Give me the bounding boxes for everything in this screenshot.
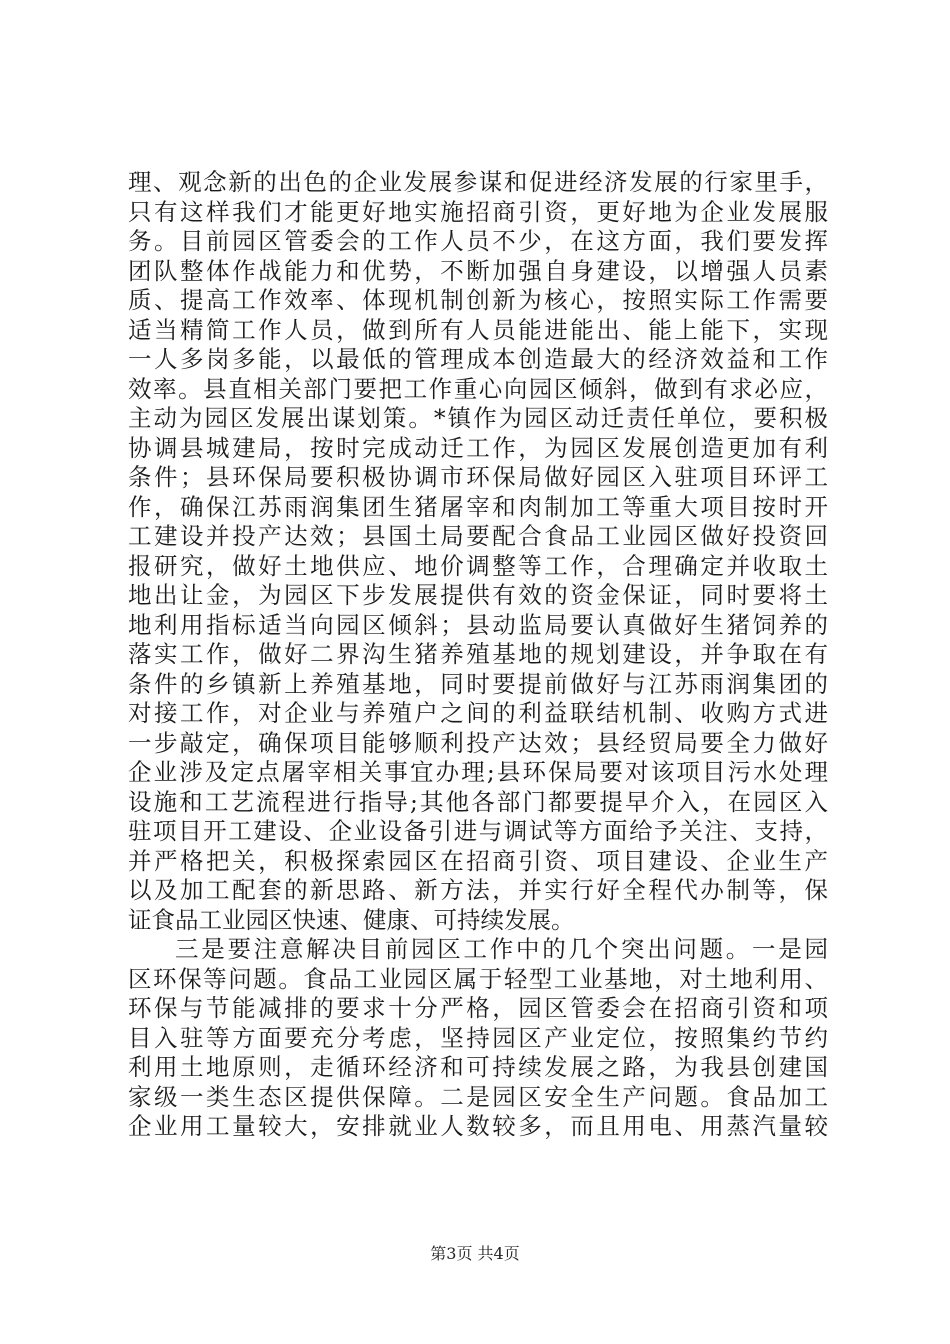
text-line: 并严格把关，积极探索园区在招商引资、项目建设、企业生产 xyxy=(128,846,828,875)
text-line: 企业涉及定点屠宰相关事宜办理;县环保局要对该项目污水处理 xyxy=(128,758,828,786)
paragraph-end-line: 证食品工业园区快速、健康、可持续发展。 xyxy=(128,905,575,934)
text-line: 理、观念新的出色的企业发展参谋和促进经济发展的行家里手， xyxy=(128,168,828,196)
body-text xyxy=(128,168,828,1142)
text-line: 团队整体作战能力和优势，不断加强自身建设，以增强人员素 xyxy=(128,256,828,285)
text-line: 主动为园区发展出谋划策。*镇作为园区动迁责任单位，要积极 xyxy=(128,404,828,432)
text-line: 只有这样我们才能更好地实施招商引资，更好地为企业发展服 xyxy=(128,197,828,226)
text-line: 一步敲定，确保项目能够顺利投产达效；县经贸局要全力做好 xyxy=(128,728,828,757)
text-line: 报研究，做好土地供应、地价调整等工作，合理确定并收取土 xyxy=(128,551,828,580)
text-line: 工建设并投产达效；县国土局要配合食品工业园区做好投资回 xyxy=(128,522,828,550)
text-line: 利用土地原则，走循环经济和可持续发展之路，为我县创建国 xyxy=(128,1053,828,1081)
text-line: 企业用工量较大，安排就业人数较多，而且用电、用蒸汽量较 xyxy=(128,1112,828,1140)
text-line: 环保与节能减排的要求十分严格，园区管委会在招商引资和项 xyxy=(128,994,828,1022)
text-line: 务。目前园区管委会的工作人员不少，在这方面，我们要发挥 xyxy=(128,227,828,255)
page-number-footer: 第3页 共4页 xyxy=(430,1244,520,1263)
text-line: 作，确保江苏雨润集团生猪屠宰和肉制加工等重大项目按时开 xyxy=(128,492,828,521)
text-line: 家级一类生态区提供保障。二是园区安全生产问题。食品加工 xyxy=(128,1082,828,1111)
text-line: 对接工作，对企业与养殖户之间的利益联结机制、收购方式进 xyxy=(128,699,828,727)
text-line: 条件；县环保局要积极协调市环保局做好园区入驻项目环评工 xyxy=(128,463,828,491)
text-line: 协调县城建局，按时完成动迁工作，为园区发展创造更加有利 xyxy=(128,433,828,462)
text-line: 以及加工配套的新思路、新方法，并实行好全程代办制等，保 xyxy=(128,876,828,904)
text-line: 目入驻等方面要充分考虑，坚持园区产业定位，按照集约节约 xyxy=(128,1023,828,1052)
paragraph-start-line: 三是要注意解决目前园区工作中的几个突出问题。一是园 xyxy=(175,935,828,963)
text-line: 设施和工艺流程进行指导;其他各部门都要提早介入，在园区入 xyxy=(128,787,828,816)
text-line: 效率。县直相关部门要把工作重心向园区倾斜，做到有求必应， xyxy=(128,374,828,403)
text-line: 适当精简工作人员，做到所有人员能进能出、能上能下，实现 xyxy=(128,315,828,344)
text-line: 区环保等问题。食品工业园区属于轻型工业基地，对土地利用、 xyxy=(128,964,828,993)
text-line: 地出让金，为园区下步发展提供有效的资金保证，同时要将土 xyxy=(128,581,828,609)
text-line: 一人多岗多能，以最低的管理成本创造最大的经济效益和工作 xyxy=(128,345,828,373)
text-line: 质、提高工作效率、体现机制创新为核心，按照实际工作需要 xyxy=(128,286,828,314)
text-line: 地利用指标适当向园区倾斜；县动监局要认真做好生猪饲养的 xyxy=(128,610,828,639)
text-line: 落实工作，做好二界沟生猪养殖基地的规划建设，并争取在有 xyxy=(128,640,828,668)
text-line: 驻项目开工建设、企业设备引进与调试等方面给予关注、支持， xyxy=(128,817,828,845)
text-line: 条件的乡镇新上养殖基地，同时要提前做好与江苏雨润集团的 xyxy=(128,669,828,698)
